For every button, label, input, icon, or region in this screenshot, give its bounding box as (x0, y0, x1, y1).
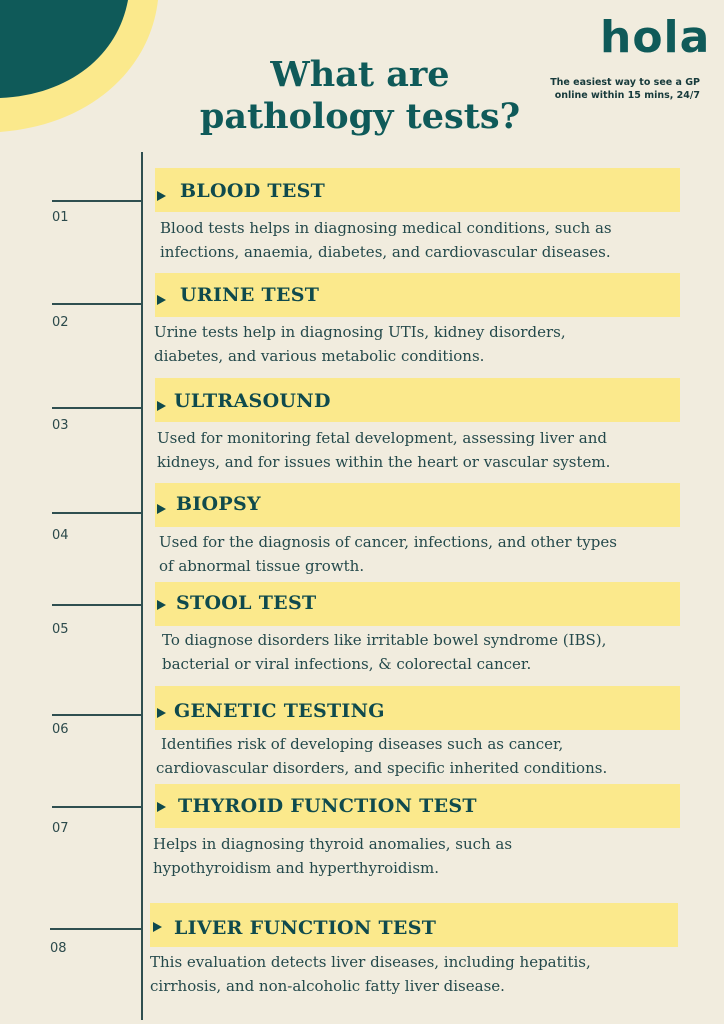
arrow-icon (153, 922, 162, 932)
description-line-2: kidneys, and for issues within the heart or vascular system. (157, 453, 611, 471)
item-number: 03 (52, 418, 69, 433)
description-line-1: This evaluation detects liver diseases, including hepatitis, (150, 953, 591, 971)
item-number: 07 (52, 821, 69, 836)
page-title (180, 54, 540, 138)
item-title: URINE TEST (180, 284, 320, 306)
timeline-connector (52, 200, 142, 202)
item-number: 08 (50, 941, 67, 956)
item-title: THYROID FUNCTION TEST (178, 795, 477, 817)
item-title: ULTRASOUND (174, 390, 331, 412)
hola-logo: hola (600, 12, 711, 63)
arrow-icon (157, 708, 166, 718)
description-line-1: Used for monitoring fetal development, assessing liver and (157, 429, 607, 447)
description-line-2: cardiovascular disorders, and specific inherited conditions. (156, 759, 608, 777)
item-description (156, 732, 696, 780)
arrow-icon (157, 802, 166, 812)
timeline-connector (52, 407, 142, 409)
description-line-2: bacterial or viral infections, & colorectal cancer. (162, 655, 532, 673)
item-number: 04 (52, 528, 69, 543)
tagline-line-2: online within 15 mins, 24/7 (554, 90, 700, 101)
timeline-connector (52, 604, 142, 606)
item-title: STOOL TEST (176, 592, 317, 614)
tagline (520, 76, 700, 102)
arrow-icon (157, 600, 166, 610)
title-line-1: What are (270, 54, 450, 95)
item-description (159, 530, 699, 578)
item-title: GENETIC TESTING (174, 700, 385, 722)
timeline-connector (52, 806, 142, 808)
arrow-icon (157, 504, 166, 514)
arrow-icon (157, 295, 166, 305)
item-number: 02 (52, 315, 69, 330)
item-description (157, 426, 697, 474)
item-description (150, 950, 690, 998)
arrow-icon (157, 191, 166, 201)
item-description (154, 320, 694, 368)
timeline-vertical-line (141, 152, 143, 1020)
description-line-2: infections, anaemia, diabetes, and cardiovascular diseases. (160, 243, 611, 261)
description-line-1: Used for the diagnosis of cancer, infections, and other types (159, 533, 617, 551)
timeline-connector (50, 928, 142, 930)
item-number: 06 (52, 722, 69, 737)
item-description (162, 628, 702, 676)
description-line-2: cirrhosis, and non-alcoholic fatty liver disease. (150, 977, 505, 995)
description-line-1: Urine tests help in diagnosing UTIs, kidney disorders, (154, 323, 566, 341)
item-description (153, 832, 693, 880)
tagline-line-1: The easiest way to see a GP (550, 77, 700, 88)
description-line-1: Helps in diagnosing thyroid anomalies, such as (153, 835, 513, 853)
description-line-2: diabetes, and various metabolic conditions. (154, 347, 485, 365)
description-line-1: Blood tests helps in diagnosing medical conditions, such as (160, 219, 612, 237)
item-title: BIOPSY (176, 493, 261, 515)
timeline-connector (52, 714, 142, 716)
item-number: 01 (52, 210, 69, 225)
item-title: LIVER FUNCTION TEST (174, 917, 437, 939)
title-line-2: pathology tests? (199, 96, 521, 137)
timeline-connector (52, 303, 142, 305)
item-title: BLOOD TEST (180, 180, 326, 202)
item-description (160, 216, 700, 264)
item-number: 05 (52, 622, 69, 637)
description-line-1: Identifies risk of developing diseases such as cancer, (161, 735, 564, 753)
description-line-2: of abnormal tissue growth. (159, 557, 365, 575)
corner-decoration (0, 0, 170, 140)
description-line-1: To diagnose disorders like irritable bowel syndrome (IBS), (162, 631, 607, 649)
description-line-2: hypothyroidism and hyperthyroidism. (153, 859, 440, 877)
timeline-connector (52, 512, 142, 514)
arrow-icon (157, 401, 166, 411)
